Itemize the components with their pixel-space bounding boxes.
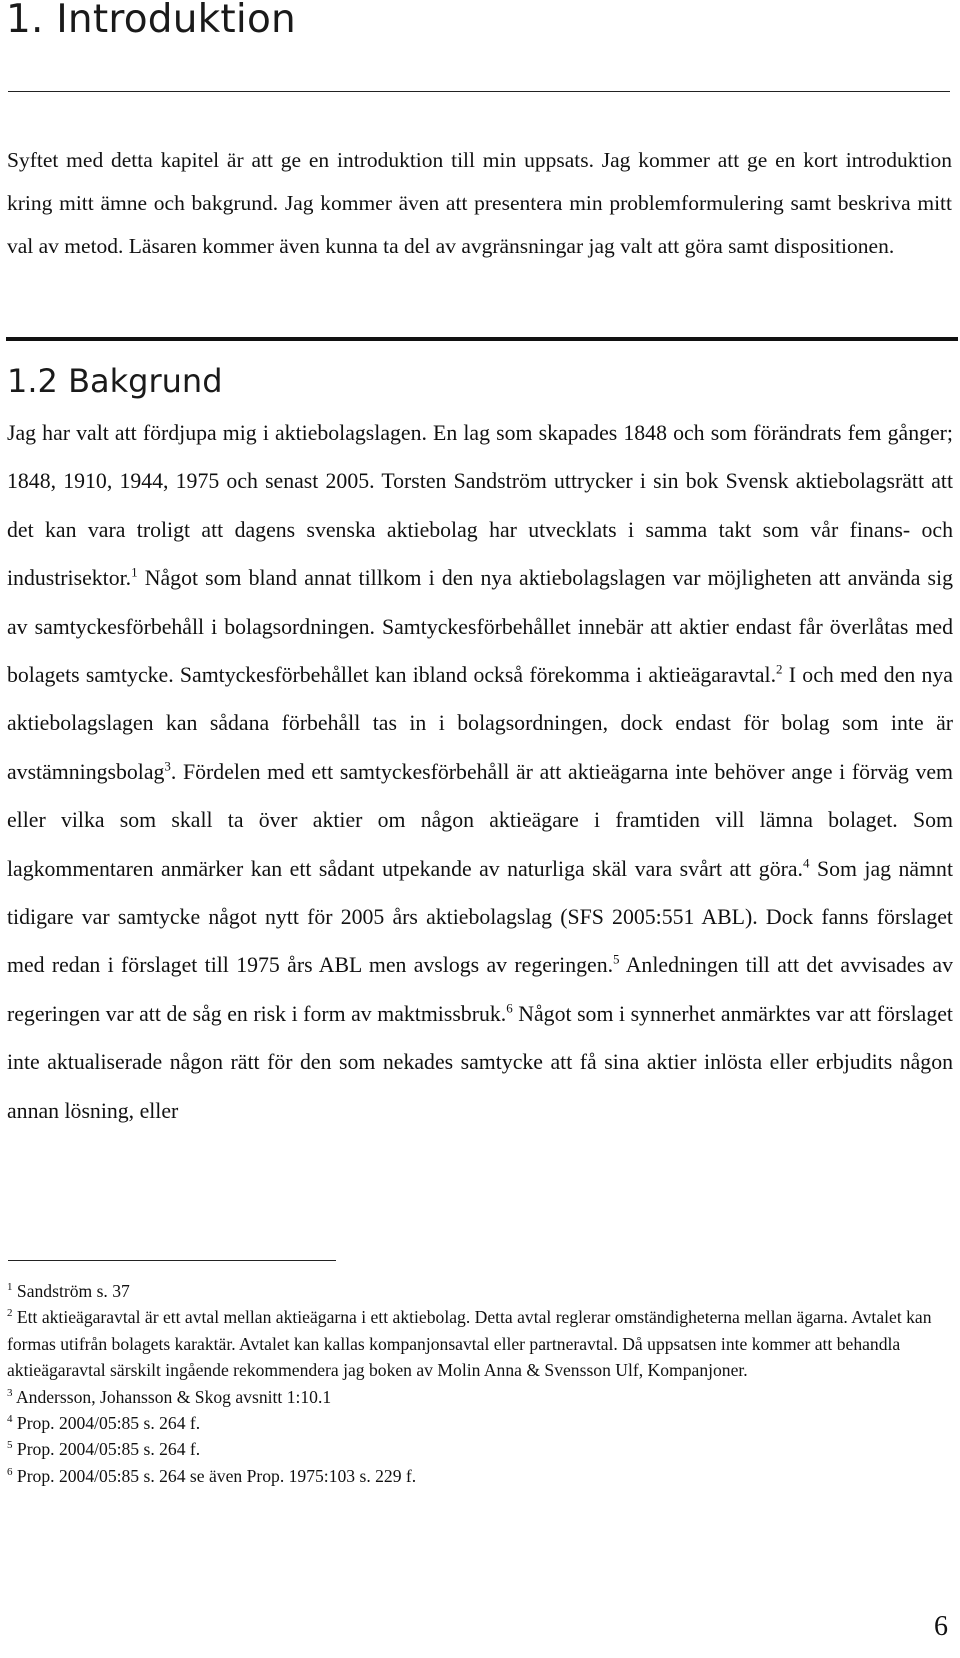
body-text-segment: Jag har valt att fördjupa mig i aktiebolagslagen. En lag som skapades 1848 och som förändrats fem gånger; 1848, 1910, 1944, 1975 och senast 2005. Torsten Sandström uttrycker i sin bok Svensk aktiebolagsrätt att det kan vara troligt att dagens svenska aktiebolag har utvecklats i samma takt som vår finans- och industrisektor. (7, 421, 953, 591)
body-text-segment: I och med den nya aktiebolagslagen kan sådana förbehåll tas in i bolagsordningen, dock endast för bolag som inte är avstämningsbolag (7, 663, 953, 784)
footnote-text: Prop. 2004/05:85 s. 264 se även Prop. 1975:103 s. 229 f. (16, 1465, 417, 1486)
intro-text: Syftet med detta kapitel är att ge en introduktion till min uppsats. Jag kommer att ge en kort introduktion kring mitt ämne och bakgrund. Jag kommer även att presentera min problemformulering samt beskriva mitt val av metod. Läsaren kommer även kunna ta del av avgränsningar jag valt att göra samt dispositionen. (7, 148, 952, 258)
footnote-ref: 3 (164, 758, 171, 774)
intro-paragraph (7, 139, 952, 268)
footnote-ref: 5 (613, 952, 620, 968)
footnote-ref: 4 (802, 855, 810, 871)
footnote-text: Andersson, Johansson & Skog avsnitt 1:10.1 (15, 1386, 332, 1407)
footnote-mark: 4 (7, 1413, 13, 1426)
footnote (7, 1278, 952, 1304)
footnote (7, 1463, 952, 1489)
footnote-separator (8, 1260, 336, 1261)
body-text-segment: Som jag nämnt tidigare var samtycke något nytt för 2005 års aktiebolagslag (SFS 2005:551 ABL). Dock fanns förslaget med redan i förslaget till 1975 års ABL men avslogs av regeringen. (7, 856, 953, 978)
footnote-ref: 1 (131, 564, 138, 580)
footnote (7, 1410, 952, 1436)
body-text-segment: . Fördelen med ett samtyckesförbehåll är att aktieägarna inte behöver ange i förväg vem eller vilka som skall ta över aktier om någon aktieägare i framtiden vill lämna bolaget. Som lagkommentaren anmärker kan ett sådant utpekande av naturliga skäl vara svårt att göra. (7, 759, 953, 881)
footnote-ref: 2 (776, 661, 783, 677)
footnote-text: Prop. 2004/05:85 s. 264 f. (16, 1413, 201, 1434)
footnote-mark: 1 (7, 1281, 13, 1294)
footnote (7, 1304, 952, 1383)
section-divider (6, 337, 958, 341)
footnote-mark: 5 (7, 1439, 13, 1452)
footnote-mark: 3 (7, 1386, 13, 1399)
section-body (7, 409, 953, 1135)
footnote-mark: 6 (7, 1465, 13, 1478)
footnote-text: Ett aktieägaravtal är ett avtal mellan aktieägarna i ett aktiebolag. Detta avtal reglerar omständigheterna mellan ägarna. Avtalet kan formas utifrån bolagets karaktär. Avtalet kan kallas kompanjonsavtal eller partneravtal. Då uppsatsen inte kommer att behandla aktieägaravtal särskilt ingående rekommendera jag boken av Molin Anna & Svensson Ulf, Kompanjoner. (7, 1307, 932, 1381)
title-underline (8, 91, 950, 92)
footnotes (7, 1278, 952, 1489)
chapter-title: 1. Introduktion (6, 0, 296, 42)
page-number: 6 (934, 1611, 948, 1642)
footnote-text: Sandström s. 37 (16, 1281, 130, 1301)
footnote (7, 1436, 952, 1462)
body-text-segment: Anledningen till att det avvisades av regeringen var att de såg en risk i form av maktmissbruk. (7, 953, 953, 1026)
section-title: 1.2 Bakgrund (7, 362, 223, 400)
footnote-mark: 2 (7, 1307, 13, 1320)
footnote (7, 1384, 952, 1410)
footnote-ref: 6 (506, 1000, 513, 1016)
body-paragraph (7, 409, 953, 1135)
body-text-segment: Något som bland annat tillkom i den nya aktiebolagslagen var möjligheten att använda sig av samtyckesförbehåll i bolagsordningen. Samtyckesförbehållet innebär att aktier endast får överlåtas med bolagets samtycke. Samtyckesförbehållet kan ibland också förekomma i aktieägaravtal. (7, 566, 953, 688)
body-text-segment: Något som i synnerhet anmärktes var att förslaget inte aktualiserade någon rätt för den som nekades samtycke att få sina aktier inlösta eller erbjudits någon annan lösning, eller (7, 1001, 953, 1123)
footnote-text: Prop. 2004/05:85 s. 264 f. (16, 1439, 201, 1460)
